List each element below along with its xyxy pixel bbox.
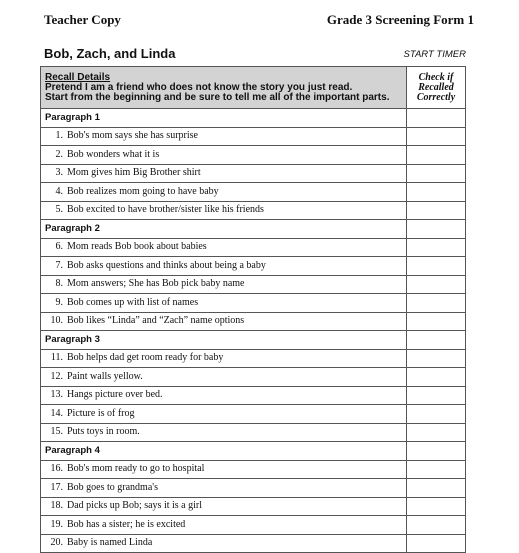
instruction-line-1: Pretend I am a friend who does not know the story you just read.: [45, 81, 353, 93]
table-row: [41, 386, 466, 405]
item-text: Bob comes up with list of names: [67, 296, 199, 308]
check-cell[interactable]: [407, 294, 466, 313]
recall-item: [41, 312, 407, 331]
item-text: Mom reads Bob book about babies: [67, 241, 207, 253]
check-cell[interactable]: [407, 368, 466, 387]
recall-item: [41, 479, 407, 498]
paragraph-label: Paragraph 1: [41, 109, 407, 128]
recall-item: [41, 349, 407, 368]
check-header-line-2: Recalled: [418, 81, 454, 93]
paragraph-section-row: [41, 220, 466, 239]
recall-item: [41, 423, 407, 442]
table-row: [41, 164, 466, 183]
check-cell[interactable]: [407, 109, 466, 128]
check-cell[interactable]: [407, 201, 466, 220]
table-row: [41, 127, 466, 146]
teacher-copy-label: Teacher Copy: [44, 12, 121, 27]
instruction-line-2: Start from the beginning and be sure to tell me all of the important parts.: [45, 91, 390, 103]
item-number: 11.: [50, 352, 63, 364]
item-number: 18.: [50, 500, 63, 512]
item-number: 2.: [55, 148, 63, 160]
check-cell[interactable]: [407, 312, 466, 331]
item-number: 14.: [50, 407, 63, 419]
check-cell[interactable]: [407, 127, 466, 146]
table-row: [41, 423, 466, 442]
recall-item: [41, 368, 407, 387]
item-text: Bob realizes mom going to have baby: [67, 185, 219, 197]
paragraph-section-row: [41, 331, 466, 350]
item-text: Dad picks up Bob; says it is a girl: [67, 500, 202, 512]
item-text: Bob has a sister; he is excited: [67, 518, 186, 530]
item-text: Bob goes to grandma's: [67, 481, 158, 493]
story-title: Bob, Zach, and Linda: [44, 46, 176, 61]
item-text: Bob's mom says she has surprise: [67, 130, 198, 142]
table-row: [41, 201, 466, 220]
check-column-header: [407, 67, 466, 109]
check-cell[interactable]: [407, 257, 466, 276]
table-row: [41, 460, 466, 479]
table-row: [41, 479, 466, 498]
item-text: Paint walls yellow.: [67, 370, 143, 382]
check-cell[interactable]: [407, 275, 466, 294]
item-number: 6.: [55, 241, 63, 253]
item-number: 10.: [50, 315, 63, 327]
table-row: [41, 183, 466, 202]
item-number: 17.: [50, 481, 63, 493]
item-number: 3.: [55, 167, 63, 179]
recall-item: [41, 534, 407, 553]
check-cell[interactable]: [407, 516, 466, 535]
item-number: 4.: [55, 185, 63, 197]
table-row: [41, 516, 466, 535]
item-number: 20.: [50, 537, 63, 549]
table-row: [41, 275, 466, 294]
table-row: [41, 146, 466, 165]
item-text: Bob helps dad get room ready for baby: [67, 352, 224, 364]
check-cell[interactable]: [407, 442, 466, 461]
recall-item: [41, 460, 407, 479]
table-row: [41, 497, 466, 516]
table-header-row: [41, 67, 466, 109]
paragraph-section-row: [41, 109, 466, 128]
recall-details-table: [40, 66, 466, 553]
item-text: Hangs picture over bed.: [67, 389, 163, 401]
check-cell[interactable]: [407, 146, 466, 165]
item-number: 5.: [55, 204, 63, 216]
item-text: Mom answers; She has Bob pick baby name: [67, 278, 245, 290]
item-number: 15.: [50, 426, 63, 438]
item-number: 16.: [50, 463, 63, 475]
table-row: [41, 294, 466, 313]
start-timer-label: START TIMER: [403, 49, 466, 60]
item-text: Picture is of frog: [67, 407, 135, 419]
recall-item: [41, 386, 407, 405]
check-cell[interactable]: [407, 349, 466, 368]
item-text: Puts toys in room.: [67, 426, 140, 438]
check-cell[interactable]: [407, 331, 466, 350]
check-cell[interactable]: [407, 460, 466, 479]
item-text: Bob likes “Linda” and “Zach” name options: [67, 315, 245, 327]
recall-item: [41, 183, 407, 202]
item-number: 8.: [55, 278, 63, 290]
check-cell[interactable]: [407, 164, 466, 183]
check-cell[interactable]: [407, 238, 466, 257]
item-number: 7.: [55, 259, 63, 271]
check-cell[interactable]: [407, 220, 466, 239]
recall-item: [41, 294, 407, 313]
check-cell[interactable]: [407, 405, 466, 424]
table-row: [41, 349, 466, 368]
item-number: 9.: [55, 296, 63, 308]
table-row: [41, 238, 466, 257]
recall-item: [41, 516, 407, 535]
recall-item: [41, 201, 407, 220]
check-cell[interactable]: [407, 497, 466, 516]
table-row: [41, 368, 466, 387]
item-number: 12.: [50, 370, 63, 382]
check-header-line-1: Check if: [418, 71, 454, 83]
item-text: Baby is named Linda: [67, 537, 153, 549]
paragraph-label: Paragraph 4: [41, 442, 407, 461]
recall-item: [41, 164, 407, 183]
paragraph-section-row: [41, 442, 466, 461]
check-cell[interactable]: [407, 423, 466, 442]
table-row: [41, 534, 466, 553]
item-text: Bob excited to have brother/sister like his friends: [67, 204, 264, 216]
recall-item: [41, 238, 407, 257]
item-text: Bob wonders what it is: [67, 148, 160, 160]
item-text: Bob asks questions and thinks about being a baby: [67, 259, 266, 271]
recall-details-heading: Recall Details: [45, 71, 111, 83]
recall-item: [41, 275, 407, 294]
check-cell[interactable]: [407, 534, 466, 553]
check-cell[interactable]: [407, 479, 466, 498]
recall-item: [41, 257, 407, 276]
recall-item: [41, 405, 407, 424]
check-cell[interactable]: [407, 386, 466, 405]
recall-item: [41, 127, 407, 146]
table-row: [41, 405, 466, 424]
item-number: 13.: [50, 389, 63, 401]
check-header-line-3: Correctly: [416, 91, 456, 103]
check-cell[interactable]: [407, 183, 466, 202]
item-number: 1.: [55, 130, 63, 142]
table-row: [41, 312, 466, 331]
item-text: Mom gives him Big Brother shirt: [67, 167, 201, 179]
paragraph-label: Paragraph 2: [41, 220, 407, 239]
table-row: [41, 257, 466, 276]
item-text: Bob's mom ready to go to hospital: [67, 463, 205, 475]
recall-item: [41, 146, 407, 165]
recall-instructions: [41, 67, 407, 109]
paragraph-label: Paragraph 3: [41, 331, 407, 350]
item-number: 19.: [50, 518, 63, 530]
form-title: Grade 3 Screening Form 1: [326, 12, 474, 27]
recall-item: [41, 497, 407, 516]
